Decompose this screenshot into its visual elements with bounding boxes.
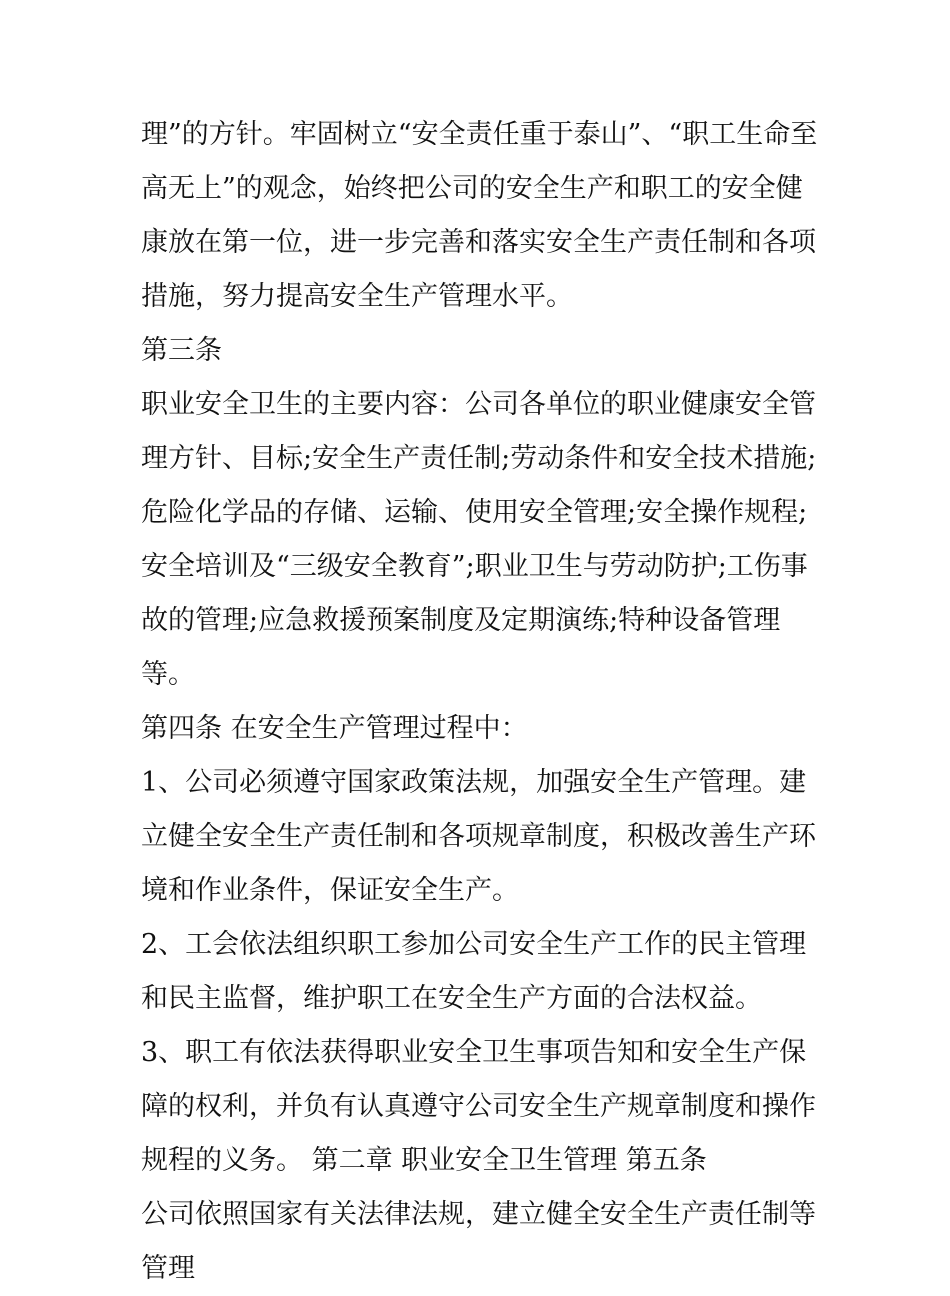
paragraph-article-4-item-3: 3、职工有依法获得职业安全卫生事项告知和安全生产保障的权利，并负有认真遵守公司安全生产规章制度和操作规程的义务。 第二章 职业安全卫生管理 第五条 <box>141 1037 816 1176</box>
paragraph-article-4-item-2: 2、工会依法组织职工参加公司安全生产工作的民主管理和民主监督，维护职工在安全生产方面的合法权益。 <box>141 929 807 1014</box>
paragraph-article-4-item-1: 1、公司必须遵守国家政策法规，加强安全生产管理。建立健全安全生产责任制和各项规章制度，积极改善生产环境和作业条件，保证安全生产。 <box>141 767 816 906</box>
paragraph-article-3-content: 职业安全卫生的主要内容：公司各单位的职业健康安全管理方针、目标;安全生产责任制;劳动条件和安全技术措施;危险化学品的存储、运输、使用安全管理;安全操作规程;安全培训及“三级安全教育”;职业卫生与劳动防护;工伤事故的管理;应急救援预案制度及定期演练;特种设备管理等。 <box>141 389 817 690</box>
paragraph-article-3-heading: 第三条 <box>141 335 222 366</box>
paragraph-policy-continuation: 理”的方针。牢固树立“安全责任重于泰山”、“职工生命至高无上”的观念，始终把公司的安全生产和职工的安全健康放在第一位，进一步完善和落实安全生产责任制和各项措施，努力提高安全生产管理水平。 <box>141 119 818 312</box>
paragraph-article-5-start: 公司依照国家有关法律法规，建立健全安全生产责任制等管理 <box>141 1199 816 1284</box>
paragraph-article-4-heading: 第四条 在安全生产管理过程中： <box>141 713 528 744</box>
document-body <box>141 108 821 1296</box>
